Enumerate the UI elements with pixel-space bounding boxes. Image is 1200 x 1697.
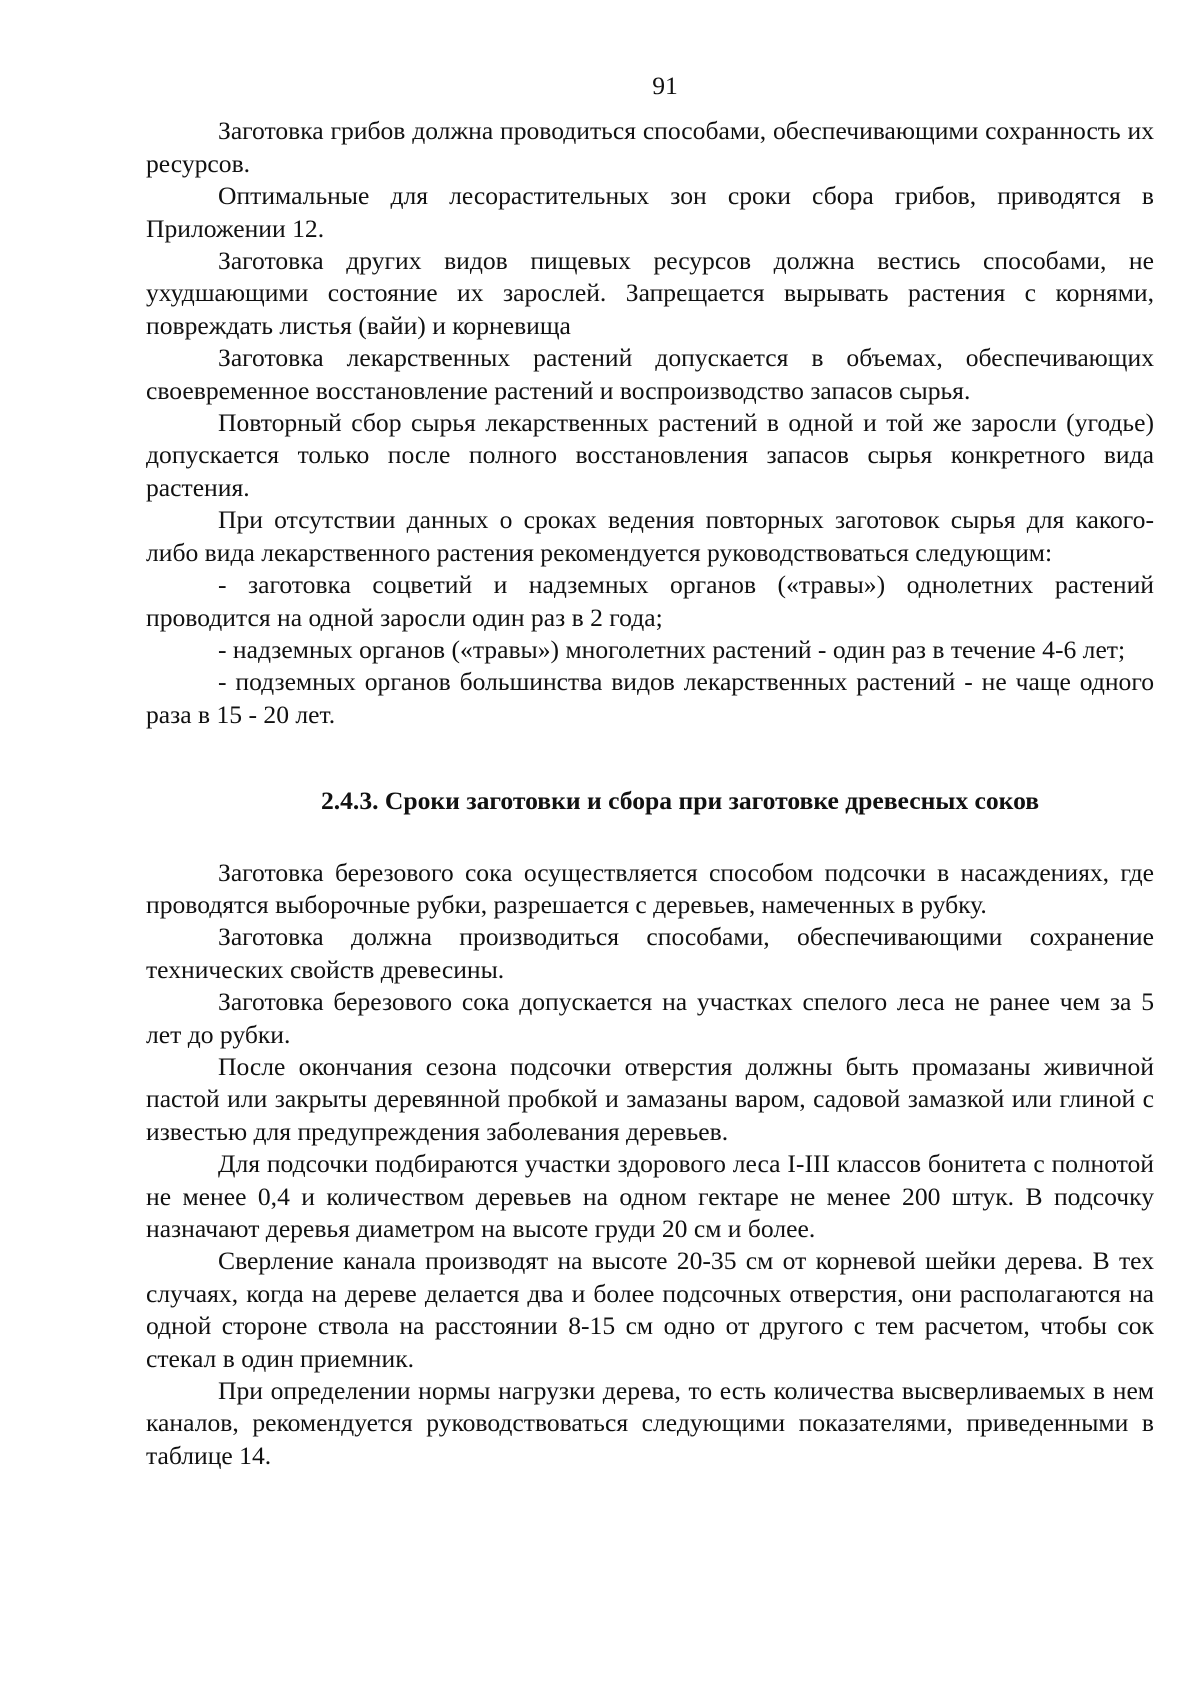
paragraph: Для подсочки подбираются участки здорового леса I-III классов бонитета с полнотой не менее 0,4 и количеством деревьев на одном гектаре не менее 200 штук. В подсочку назначают деревья диаметром на высоте груди 20 см и более. bbox=[146, 1149, 1154, 1243]
list-item: - надземных органов («травы») многолетних растений - один раз в течение 4-6 лет; bbox=[218, 634, 1126, 664]
paragraph: Оптимальные для лесорастительных зон сроки сбора грибов, приводятся в Приложении 12. bbox=[146, 181, 1154, 243]
list-item: - подземных органов большинства видов лекарственных растений - не чаще одного раза в 15 - 20 лет. bbox=[146, 667, 1154, 729]
paragraph: После окончания сезона подсочки отверстия должны быть промазаны живичной пастой или закрыты деревянной пробкой и замазаны варом, садовой замазкой или глиной с известью для предупреждения заболевания деревьев. bbox=[146, 1051, 1154, 1146]
paragraph: Заготовка грибов должна проводиться способами, обеспечивающими сохранность их ресурсов. bbox=[146, 116, 1154, 178]
paragraph: Заготовка должна производиться способами, обеспечивающими сохранение технических свойств древесины. bbox=[146, 922, 1154, 984]
paragraph: Повторный сбор сырья лекарственных растений в одной и той же заросли (угодье) допускается только после полного восстановления запасов сырья конкретного вида растения. bbox=[146, 408, 1154, 502]
paragraph: Сверление канала производят на высоте 20-35 см от корневой шейки дерева. В тех случаях, когда на дереве делается два и более подсочных отверстия, они располагаются на одной стороне ствола на расстоянии 8-15 см одно от другого с тем расчетом, чтобы сок стекал в один приемник. bbox=[146, 1246, 1154, 1373]
paragraph: Заготовка березового сока осуществляется способом подсочки в насаждениях, где проводятся выборочные рубки, разрешается с деревьев, намеченных в рубку. bbox=[146, 857, 1154, 919]
section-heading: 2.4.3. Сроки заготовки и сбора при заготовке древесных соков bbox=[320, 786, 1040, 816]
paragraph: Заготовка других видов пищевых ресурсов должна вестись способами, не ухудшающими состояние их зарослей. Запрещается вырывать растения с корнями, повреждать листья (вайи) и корневища bbox=[146, 246, 1154, 340]
paragraph: Заготовка лекарственных растений допускается в объемах, обеспечивающих своевременное восстановление растений и воспроизводство запасов сырья. bbox=[146, 343, 1154, 405]
list-item: - заготовка соцветий и надземных органов («травы») однолетних растений проводится на одной заросли один раз в 2 года; bbox=[146, 570, 1154, 632]
document-page bbox=[146, 70, 1154, 1472]
paragraph: Заготовка березового сока допускается на участках спелого леса не ранее чем за 5 лет до рубки. bbox=[146, 987, 1154, 1049]
paragraph: При отсутствии данных о сроках ведения повторных заготовок сырья для какого-либо вида лекарственного растения рекомендуется руководствоваться следующим: bbox=[146, 505, 1154, 567]
page-number: 91 bbox=[652, 71, 678, 100]
paragraph: При определении нормы нагрузки дерева, то есть количества высверливаемых в нем каналов, рекомендуется руководствоваться следующими показателями, приведенными в таблице 14. bbox=[146, 1376, 1154, 1470]
